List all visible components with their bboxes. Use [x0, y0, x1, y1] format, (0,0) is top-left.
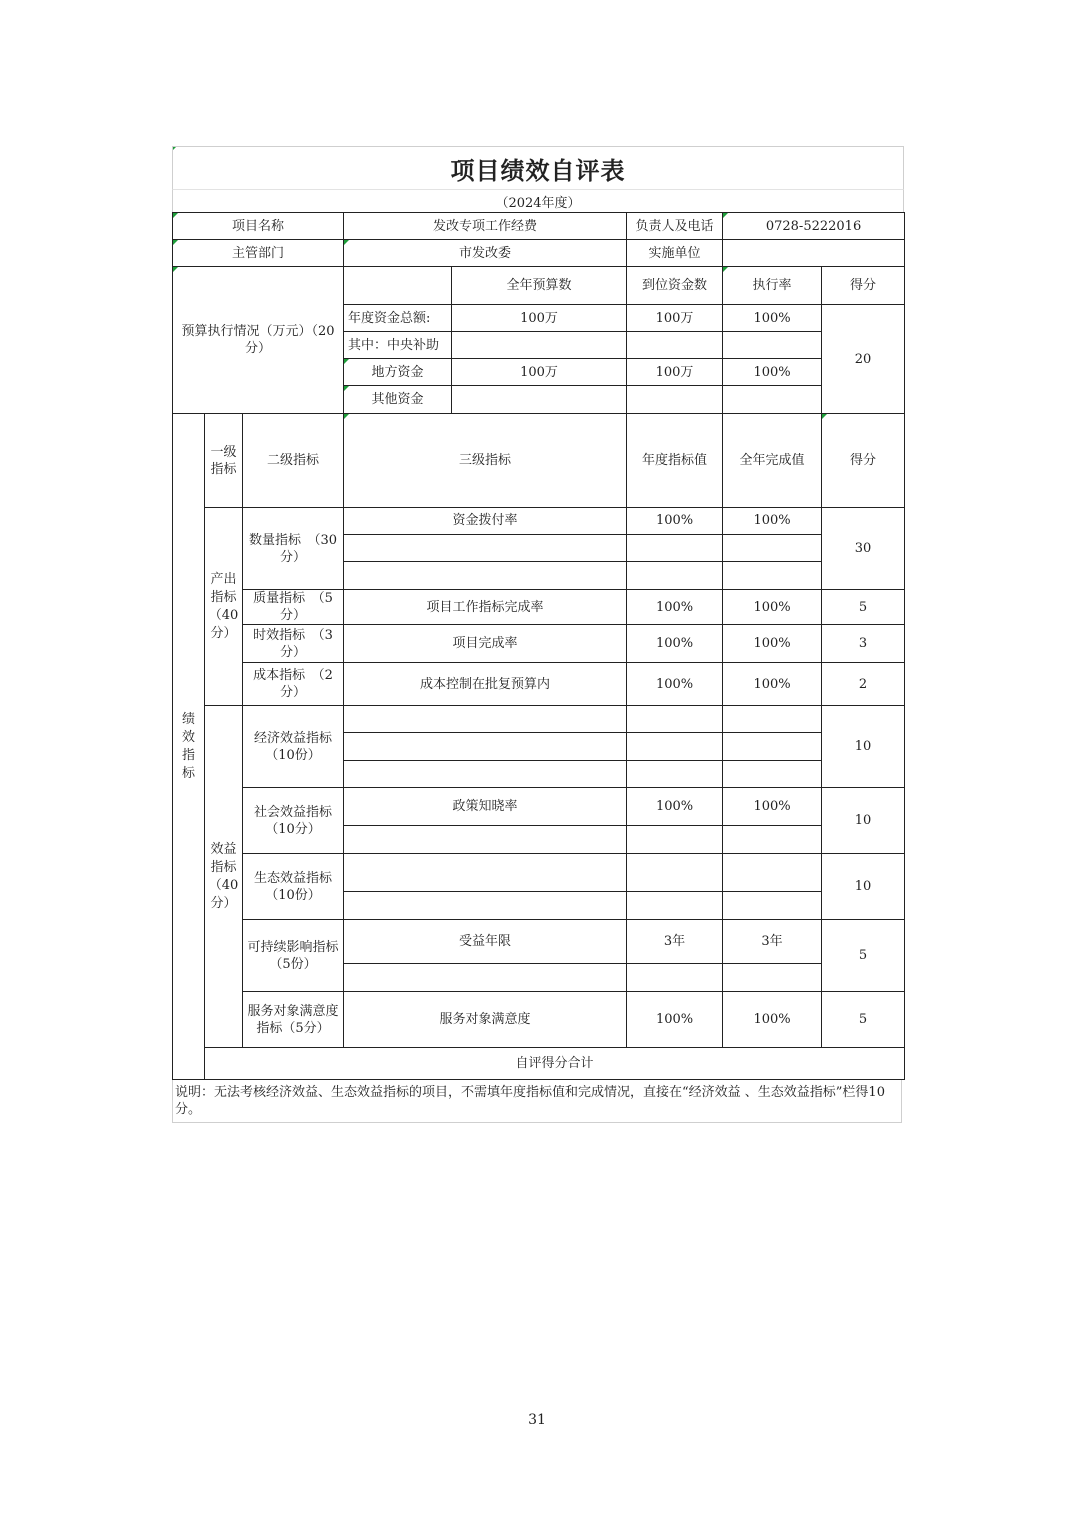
dept-label: 主管部门: [173, 240, 344, 267]
timeliness-item: 项目完成率: [344, 625, 627, 663]
budget-row-total: [452, 332, 627, 359]
impl-value: [723, 240, 905, 267]
satisfaction-item: 服务对象满意度: [344, 992, 627, 1048]
empty-cell: [723, 535, 822, 562]
budget-row-arrived: 100万: [627, 305, 723, 332]
year-row: [172, 189, 904, 212]
budget-row-total: [452, 386, 627, 414]
empty-cell: [723, 826, 822, 854]
budget-row-rate: [723, 332, 822, 359]
quality-label: 质量指标 （5分）: [243, 590, 344, 625]
indicators-section-text: 绩效指标: [181, 711, 195, 781]
empty-cell: [344, 733, 627, 761]
empty-cell: [723, 706, 822, 733]
budget-row-rate: 100%: [723, 305, 822, 332]
satisfaction-target: 100%: [627, 992, 723, 1048]
ecological-score: 10: [822, 854, 905, 920]
quantity-item: 资金拨付率: [344, 508, 627, 535]
budget-row-name: 年度资金总额:: [344, 305, 452, 332]
timeliness-actual: 100%: [723, 625, 822, 663]
budget-col-total: 全年预算数: [452, 267, 627, 305]
timeliness-score: 3: [822, 625, 905, 663]
empty-cell: [344, 535, 627, 562]
social-actual: 100%: [723, 788, 822, 826]
social-score: 10: [822, 788, 905, 854]
quantity-score: 30: [822, 508, 905, 590]
budget-score: 20: [822, 305, 905, 414]
budget-row-arrived: [627, 332, 723, 359]
social-target: 100%: [627, 788, 723, 826]
budget-row-name: 其他资金: [344, 386, 452, 414]
contact-value: 0728-5222016: [723, 213, 905, 240]
ecological-label: 生态效益指标（10份）: [243, 854, 344, 920]
empty-cell: [627, 733, 723, 761]
budget-label: [173, 267, 344, 414]
budget-row-name: 其中：中央补助: [344, 332, 452, 359]
social-label: 社会效益指标（10分）: [243, 788, 344, 854]
satisfaction-label: 服务对象满意度指标（5分）: [243, 992, 344, 1048]
empty-cell: [344, 706, 627, 733]
empty-cell: [344, 562, 627, 590]
quality-target: 100%: [627, 590, 723, 625]
timeliness-label: 时效指标 （3分）: [243, 625, 344, 663]
cost-actual: 100%: [723, 663, 822, 706]
empty-cell: [344, 761, 627, 788]
empty-cell: [627, 964, 723, 992]
sustainable-label: 可持续影响指标（5份）: [243, 920, 344, 992]
satisfaction-actual: 100%: [723, 992, 822, 1048]
budget-row-total: 100万: [452, 305, 627, 332]
empty-cell: [627, 761, 723, 788]
budget-row-rate: 100%: [723, 359, 822, 386]
evaluation-table: [172, 212, 905, 1080]
head-level2: 二级指标: [243, 414, 344, 508]
sustainable-score: 5: [822, 920, 905, 992]
budget-row-arrived: 100万: [627, 359, 723, 386]
empty-cell: [723, 733, 822, 761]
cost-score: 2: [822, 663, 905, 706]
dept-value: 市发改委: [344, 240, 627, 267]
head-score: 得分: [822, 414, 905, 508]
empty-cell: [723, 854, 822, 892]
empty-cell: [627, 535, 723, 562]
page-title: 项目绩效自评表: [450, 155, 626, 185]
impl-label: 实施单位: [627, 240, 723, 267]
quantity-label: 数量指标 （30分）: [243, 508, 344, 590]
empty-cell: [627, 826, 723, 854]
satisfaction-score: 5: [822, 992, 905, 1048]
empty-cell: [627, 854, 723, 892]
budget-header-blank: [344, 267, 452, 305]
quality-item: 项目工作指标完成率: [344, 590, 627, 625]
evaluation-sheet: [172, 146, 904, 1123]
empty-cell: [723, 964, 822, 992]
benefit-label-text: 效益指标（40分）: [208, 841, 239, 911]
quality-actual: 100%: [723, 590, 822, 625]
output-label: [205, 508, 243, 706]
empty-cell: [627, 706, 723, 733]
empty-cell: [723, 892, 822, 920]
timeliness-target: 100%: [627, 625, 723, 663]
sustainable-actual: 3年: [723, 920, 822, 964]
economic-score: 10: [822, 706, 905, 788]
cost-item: 成本控制在批复预算内: [344, 663, 627, 706]
empty-cell: [723, 761, 822, 788]
note-text: 说明：无法考核经济效益、生态效益指标的项目，不需填年度指标值和完成情况，直接在“经济效益 、生态效益指标”栏得10分。: [172, 1080, 902, 1123]
budget-col-arrived: 到位资金数: [627, 267, 723, 305]
empty-cell: [344, 892, 627, 920]
empty-cell: [627, 892, 723, 920]
head-target: 年度指标值: [627, 414, 723, 508]
empty-cell: [344, 854, 627, 892]
empty-cell: [723, 562, 822, 590]
year-label: （2024年度）: [495, 195, 581, 211]
empty-cell: [344, 964, 627, 992]
empty-cell: [627, 562, 723, 590]
page-number: 31: [528, 1412, 546, 1428]
project-name-value: 发改专项工作经费: [344, 213, 627, 240]
head-level1: [205, 414, 243, 508]
budget-col-rate: 执行率: [723, 267, 822, 305]
head-level3: 三级指标: [344, 414, 627, 508]
economic-label: 经济效益指标（10份）: [243, 706, 344, 788]
empty-cell: [344, 826, 627, 854]
quantity-target: 100%: [627, 508, 723, 535]
indicators-section-label: [173, 414, 205, 1080]
quality-score: 5: [822, 590, 905, 625]
sustainable-target: 3年: [627, 920, 723, 964]
sustainable-item: 受益年限: [344, 920, 627, 964]
contact-label: 负责人及电话: [627, 213, 723, 240]
head-level1-text: 一级指标: [210, 444, 237, 477]
benefit-label: [205, 706, 243, 1048]
cost-label: 成本指标 （2分）: [243, 663, 344, 706]
budget-row-total: 100万: [452, 359, 627, 386]
budget-row-name: 地方资金: [344, 359, 452, 386]
budget-label-text: 预算执行情况（万元）（20分）: [181, 324, 335, 356]
social-item: 政策知晓率: [344, 788, 627, 826]
budget-row-rate: [723, 386, 822, 414]
title-row: [172, 146, 904, 189]
quantity-actual: 100%: [723, 508, 822, 535]
total-label: 自评得分合计: [205, 1048, 905, 1080]
budget-col-score: 得分: [822, 267, 905, 305]
cost-target: 100%: [627, 663, 723, 706]
project-name-label: 项目名称: [173, 213, 344, 240]
head-actual: 全年完成值: [723, 414, 822, 508]
budget-row-arrived: [627, 386, 723, 414]
output-label-text: 产出指标（40分）: [208, 571, 239, 641]
